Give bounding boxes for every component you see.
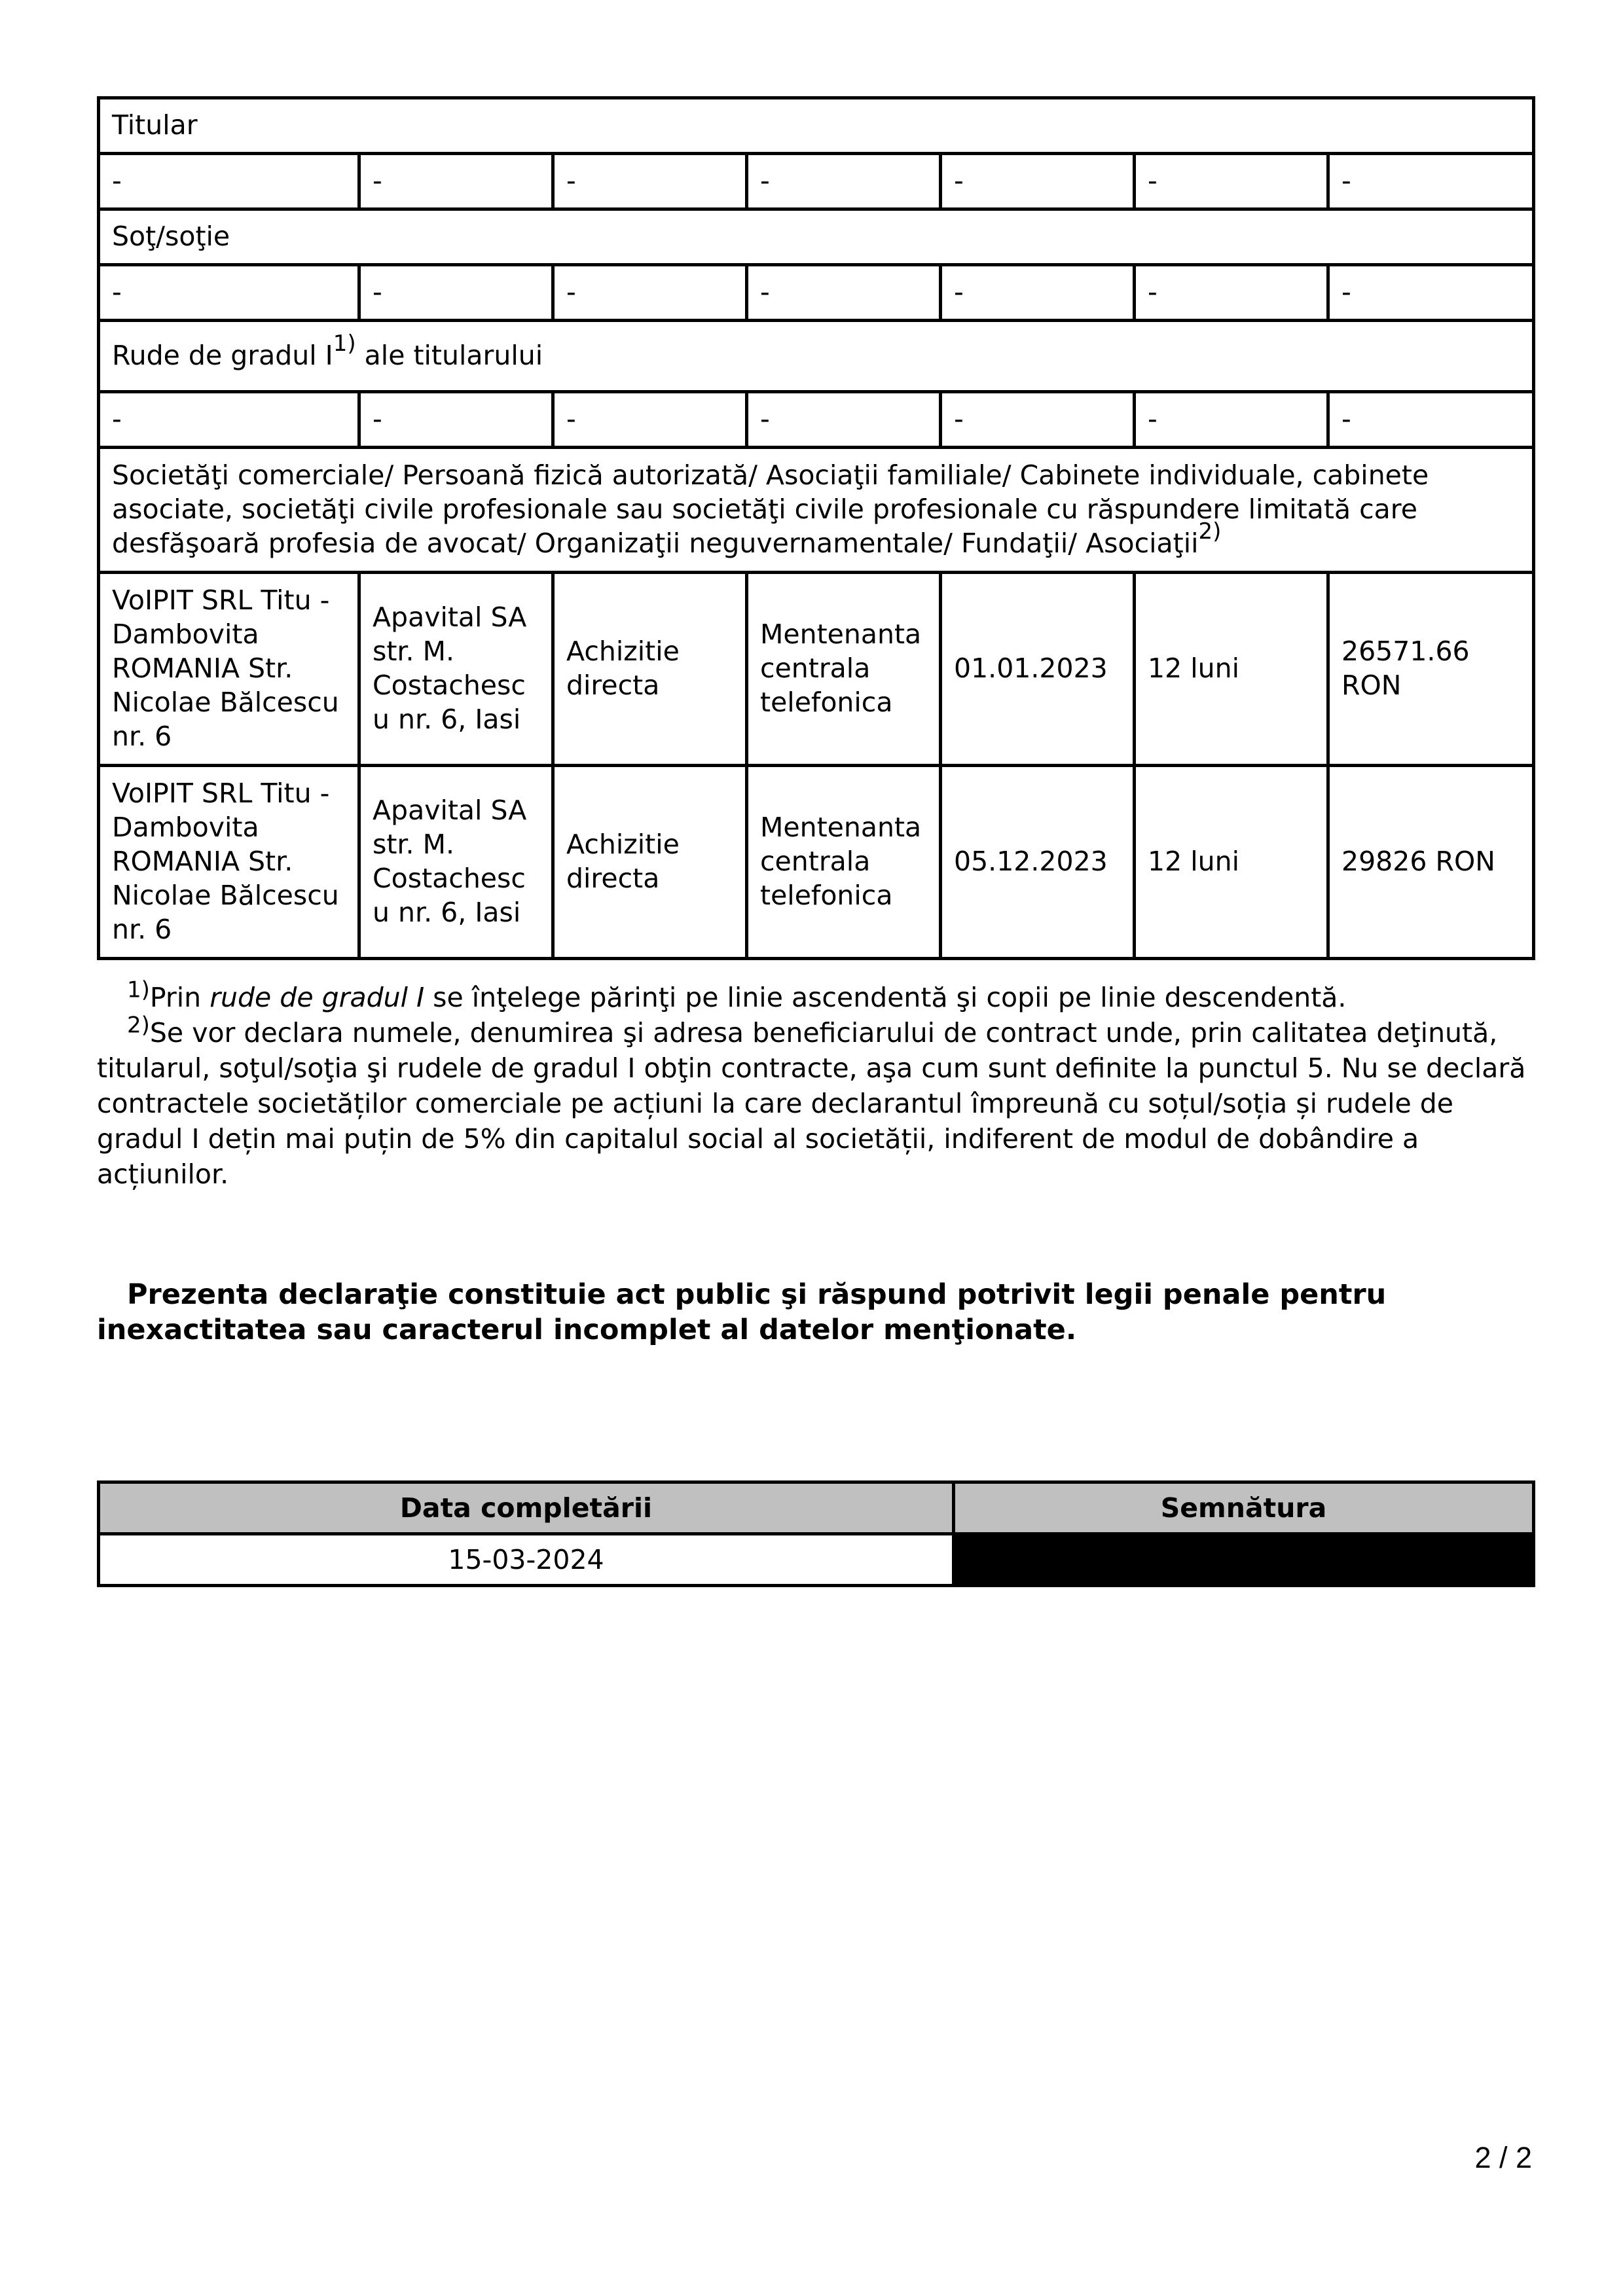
contract-value: 29826 RON	[1328, 766, 1534, 959]
empty-cell: -	[747, 392, 941, 448]
contract-institution: Apavital SA str. M. Costachescu nr. 6, Iasi	[359, 766, 553, 959]
footnote-ref-2: 2)	[1198, 518, 1222, 545]
relatives-label-suffix: ale titularului	[356, 340, 543, 371]
empty-cell: -	[1135, 265, 1328, 321]
empty-cell: -	[1328, 265, 1534, 321]
table-row-contract-2	[99, 766, 1534, 959]
footnote-1-prefix: Prin	[149, 982, 210, 1013]
section-label-titular: Titular	[99, 98, 1534, 154]
contract-beneficiary: VoIPIT SRL Titu - Dambovita ROMANIA Str. Nicolae Bălcescu nr. 6	[99, 573, 359, 766]
section-row-titular	[99, 98, 1534, 154]
contract-duration: 12 luni	[1135, 573, 1328, 766]
signature-label: Semnătura	[954, 1482, 1534, 1534]
empty-cell: -	[99, 154, 359, 209]
contract-date: 05.12.2023	[941, 766, 1135, 959]
footnote-2-indent	[97, 1012, 150, 1049]
empty-cell: -	[941, 265, 1135, 321]
empty-cell: -	[99, 265, 359, 321]
footnote-1-emphasis: rude de gradul I	[210, 982, 425, 1013]
empty-cell: -	[553, 392, 747, 448]
table-row-titular-empty	[99, 154, 1534, 209]
empty-cell: -	[359, 154, 553, 209]
empty-cell: -	[1328, 154, 1534, 209]
date-label: Data completării	[99, 1482, 954, 1534]
empty-cell: -	[1135, 154, 1328, 209]
empty-cell: -	[1328, 392, 1534, 448]
section-label-relatives	[99, 321, 1534, 392]
contracts-table	[97, 96, 1535, 960]
table-row-contract-1	[99, 573, 1534, 766]
page-number: 2 / 2	[1474, 2141, 1532, 2174]
contract-type: Mentenanta centrala telefonica	[747, 766, 941, 959]
contract-type: Mentenanta centrala telefonica	[747, 573, 941, 766]
empty-cell: -	[553, 154, 747, 209]
empty-cell: -	[1135, 392, 1328, 448]
contract-beneficiary: VoIPIT SRL Titu - Dambovita ROMANIA Str. Nicolae Bălcescu nr. 6	[99, 766, 359, 959]
completion-date: 15-03-2024	[99, 1534, 954, 1586]
contract-date: 01.01.2023	[941, 573, 1135, 766]
footnote-2-ref: 2)	[127, 1012, 150, 1039]
section-label-companies	[99, 448, 1534, 573]
signature-redacted	[954, 1534, 1534, 1586]
empty-cell: -	[747, 265, 941, 321]
contract-duration: 12 luni	[1135, 766, 1328, 959]
footnote-1	[97, 977, 1532, 1015]
section-row-relatives	[99, 321, 1534, 392]
empty-cell: -	[359, 265, 553, 321]
signature-value-row	[99, 1534, 1534, 1586]
section-label-spouse: Soţ/soţie	[99, 209, 1534, 265]
footnote-2	[97, 1012, 1532, 1192]
relatives-label-text: Rude de gradul I	[112, 340, 333, 371]
empty-cell: -	[553, 265, 747, 321]
footnote-1-ref: 1)	[127, 977, 150, 1003]
empty-cell: -	[747, 154, 941, 209]
contract-procedure: Achizitie directa	[553, 766, 747, 959]
table-row-spouse-empty	[99, 265, 1534, 321]
signature-header-row	[99, 1482, 1534, 1534]
section-row-spouse	[99, 209, 1534, 265]
empty-cell: -	[941, 392, 1135, 448]
footnotes	[97, 977, 1532, 1192]
empty-cell: -	[359, 392, 553, 448]
section-row-companies	[99, 448, 1534, 573]
empty-cell: -	[99, 392, 359, 448]
footnote-2-text: Se vor declara numele, denumirea şi adresa beneficiarului de contract unde, prin calitatea deţinută, titularul, soţul/soţia şi rudele de gradul I obţin contracte, aşa cum sunt definite la punctul 5. Nu se declară contractele societăților comerciale pe acțiuni la care declarantul împreună cu soțul/soția și rudele de gradul I dețin mai puțin de 5% din capitalul social al societății, indiferent de modul de dobândire a acțiunilor.	[97, 1017, 1526, 1190]
empty-cell: -	[941, 154, 1135, 209]
contract-institution: Apavital SA str. M. Costachescu nr. 6, Iasi	[359, 573, 553, 766]
signature-table	[97, 1480, 1535, 1587]
declaration-statement: Prezenta declaraţie constituie act public şi răspund potrivit legii penale pentru inexactitatea sau caracterul incomplet al datelor menţionate.	[97, 1278, 1387, 1346]
table-row-relatives-empty	[99, 392, 1534, 448]
footnote-1-suffix: se înţelege părinţi pe linie ascendentă şi copii pe linie descendentă.	[424, 982, 1347, 1013]
contract-procedure: Achizitie directa	[553, 573, 747, 766]
footnote-ref-1: 1)	[333, 331, 356, 357]
companies-label-text: Societăţi comerciale/ Persoană fizică autorizată/ Asociaţii familiale/ Cabinete individuale, cabinete asociate, societăţi civile profesionale sau societăţi civile profesionale cu răspundere limitată care desfăşoară profesia de avocat/ Organizaţii neguvernamentale/ Fundaţii/ Asociaţii	[112, 459, 1429, 559]
contract-value: 26571.66 RON	[1328, 573, 1534, 766]
